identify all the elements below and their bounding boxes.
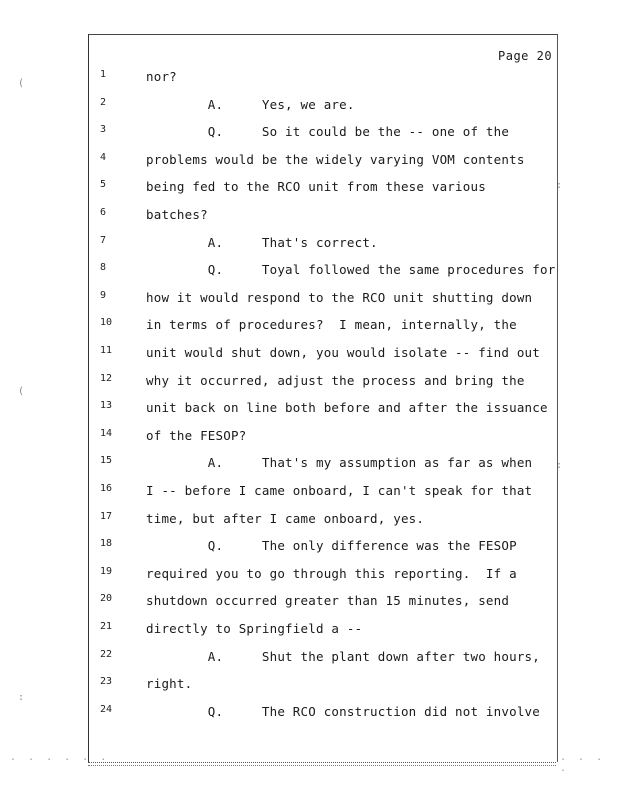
line-text: Q. The only difference was the FESOP [146, 538, 517, 554]
line-number: 14 [100, 427, 113, 439]
line-number: 9 [100, 289, 107, 301]
line-number: 12 [100, 372, 113, 384]
scan-speck-mark: : [556, 460, 563, 471]
line-number: 15 [100, 455, 113, 467]
line-text: shutdown occurred greater than 15 minutes, send [146, 593, 510, 609]
line-text: A. That's correct. [146, 234, 378, 250]
scan-speck-mark: ( [18, 386, 25, 397]
line-number: 10 [100, 317, 113, 329]
line-text: in terms of procedures? I mean, internally, the [146, 317, 517, 333]
scan-speck-mark: : [556, 180, 563, 191]
line-number: 22 [100, 648, 113, 660]
line-number: 24 [100, 703, 113, 715]
line-number: 5 [100, 179, 107, 191]
scan-edge-dots: . . . . . . [10, 752, 110, 763]
page-number: Page 20 [498, 49, 553, 63]
line-number: 11 [100, 345, 113, 356]
line-text: Q. The RCO construction did not involve [146, 703, 541, 719]
line-number: 23 [100, 676, 113, 688]
line-number: 8 [100, 262, 107, 274]
line-number: 2 [100, 96, 107, 108]
line-text: I -- before I came onboard, I can't speak for that [146, 483, 533, 498]
line-text: unit back on line both before and after the issuance [146, 400, 548, 416]
line-number: 6 [100, 207, 107, 218]
line-text: A. Yes, we are. [146, 96, 355, 112]
footer-rule [88, 762, 556, 766]
line-text: right. [146, 676, 193, 692]
line-text: time, but after I came onboard, yes. [146, 510, 425, 526]
line-number: 4 [100, 151, 107, 163]
line-text: of the FESOP? [146, 427, 247, 443]
line-number: 17 [100, 510, 113, 522]
line-text: A. Shut the plant down after two hours, [146, 648, 541, 664]
line-number: 20 [100, 593, 113, 605]
line-number: 7 [100, 234, 107, 246]
line-number: 3 [100, 124, 107, 136]
line-number: 19 [100, 565, 113, 577]
line-text: A. That's my assumption as far as when [146, 455, 533, 471]
line-number: 1 [100, 69, 107, 80]
line-number: 13 [100, 400, 113, 412]
line-text: Q. So it could be the -- one of the [146, 124, 510, 140]
line-text: how it would respond to the RCO unit shutting down [146, 289, 533, 305]
scan-edge-dots: . . . . [560, 752, 606, 774]
line-number: 21 [100, 621, 113, 632]
line-text: directly to Springfield a -- [146, 621, 363, 636]
line-text: problems would be the widely varying VOM contents [146, 151, 525, 167]
scan-speck-mark: ( [18, 78, 25, 89]
line-text: unit would shut down, you would isolate -- find out [146, 345, 541, 360]
line-text: batches? [146, 207, 208, 222]
line-text: required you to go through this reporting. If a [146, 565, 517, 581]
line-text: Q. Toyal followed the same procedures for [146, 262, 556, 278]
line-text: why it occurred, adjust the process and bring the [146, 372, 525, 388]
scan-speck-mark: : [18, 692, 25, 703]
line-number: 18 [100, 538, 113, 550]
line-text: being fed to the RCO unit from these various [146, 179, 486, 195]
line-text: nor? [146, 69, 177, 84]
line-number: 16 [100, 483, 113, 494]
